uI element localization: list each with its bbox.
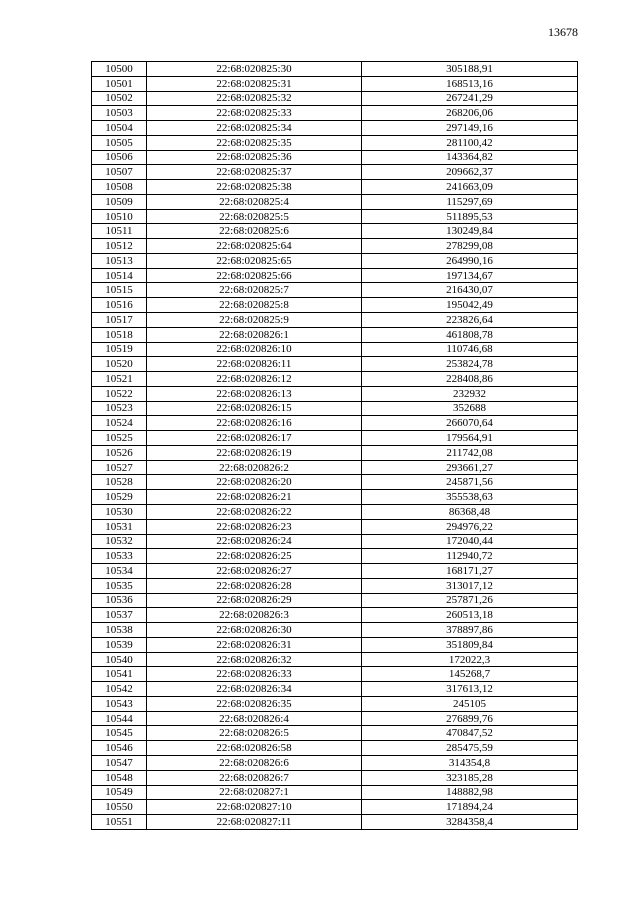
value-cell: 278299,08 xyxy=(362,239,578,254)
cadastral-number-cell: 22:68:020826:22 xyxy=(147,504,362,519)
value-cell: 461808,78 xyxy=(362,327,578,342)
table-row xyxy=(92,696,578,711)
row-number-cell: 10535 xyxy=(92,578,147,593)
cadastral-number-cell: 22:68:020825:6 xyxy=(147,224,362,239)
value-cell: 115297,69 xyxy=(362,194,578,209)
row-number-cell: 10524 xyxy=(92,416,147,431)
table-row xyxy=(92,475,578,490)
row-number-cell: 10517 xyxy=(92,313,147,328)
table-row xyxy=(92,209,578,224)
cadastral-number-cell: 22:68:020826:11 xyxy=(147,357,362,372)
value-cell: 171894,24 xyxy=(362,800,578,815)
cadastral-number-cell: 22:68:020826:12 xyxy=(147,372,362,387)
table-row xyxy=(92,372,578,387)
value-cell: 378897,86 xyxy=(362,623,578,638)
row-number-cell: 10500 xyxy=(92,62,147,77)
value-cell: 281100,42 xyxy=(362,135,578,150)
row-number-cell: 10510 xyxy=(92,209,147,224)
row-number-cell: 10529 xyxy=(92,490,147,505)
row-number-cell: 10551 xyxy=(92,815,147,830)
row-number-cell: 10515 xyxy=(92,283,147,298)
row-number-cell: 10538 xyxy=(92,623,147,638)
cadastral-number-cell: 22:68:020826:16 xyxy=(147,416,362,431)
row-number-cell: 10542 xyxy=(92,682,147,697)
value-cell: 223826,64 xyxy=(362,313,578,328)
row-number-cell: 10541 xyxy=(92,667,147,682)
cadastral-number-cell: 22:68:020826:3 xyxy=(147,608,362,623)
row-number-cell: 10544 xyxy=(92,711,147,726)
cadastral-number-cell: 22:68:020826:19 xyxy=(147,445,362,460)
table-row xyxy=(92,342,578,357)
value-cell: 260513,18 xyxy=(362,608,578,623)
row-number-cell: 10509 xyxy=(92,194,147,209)
row-number-cell: 10521 xyxy=(92,372,147,387)
table-row xyxy=(92,268,578,283)
table-row xyxy=(92,726,578,741)
value-cell: 232932 xyxy=(362,386,578,401)
cadastral-number-cell: 22:68:020826:34 xyxy=(147,682,362,697)
table-row xyxy=(92,313,578,328)
table-row xyxy=(92,91,578,106)
row-number-cell: 10546 xyxy=(92,741,147,756)
value-cell: 355538,63 xyxy=(362,490,578,505)
row-number-cell: 10527 xyxy=(92,460,147,475)
table-row xyxy=(92,504,578,519)
value-cell: 211742,08 xyxy=(362,445,578,460)
table-row xyxy=(92,386,578,401)
value-cell: 195042,49 xyxy=(362,298,578,313)
page-number: 13678 xyxy=(548,25,578,39)
cadastral-number-cell: 22:68:020825:4 xyxy=(147,194,362,209)
cadastral-number-cell: 22:68:020825:30 xyxy=(147,62,362,77)
table-row xyxy=(92,564,578,579)
value-cell: 293661,27 xyxy=(362,460,578,475)
value-cell: 228408,86 xyxy=(362,372,578,387)
cadastral-number-cell: 22:68:020827:1 xyxy=(147,785,362,800)
value-cell: 351809,84 xyxy=(362,637,578,652)
cadastral-number-cell: 22:68:020826:17 xyxy=(147,431,362,446)
value-cell: 285475,59 xyxy=(362,741,578,756)
table-row xyxy=(92,62,578,77)
cadastral-number-cell: 22:68:020826:32 xyxy=(147,652,362,667)
table-row xyxy=(92,445,578,460)
cadastral-number-cell: 22:68:020825:32 xyxy=(147,91,362,106)
row-number-cell: 10519 xyxy=(92,342,147,357)
row-number-cell: 10508 xyxy=(92,180,147,195)
row-number-cell: 10511 xyxy=(92,224,147,239)
table-row xyxy=(92,800,578,815)
cadastral-number-cell: 22:68:020826:2 xyxy=(147,460,362,475)
row-number-cell: 10530 xyxy=(92,504,147,519)
value-cell: 314354,8 xyxy=(362,755,578,770)
cadastral-number-cell: 22:68:020826:20 xyxy=(147,475,362,490)
cadastral-number-cell: 22:68:020825:38 xyxy=(147,180,362,195)
table-row xyxy=(92,785,578,800)
row-number-cell: 10501 xyxy=(92,76,147,91)
cadastral-number-cell: 22:68:020826:25 xyxy=(147,549,362,564)
value-cell: 294976,22 xyxy=(362,519,578,534)
row-number-cell: 10514 xyxy=(92,268,147,283)
row-number-cell: 10513 xyxy=(92,253,147,268)
table-row xyxy=(92,239,578,254)
table-row xyxy=(92,534,578,549)
row-number-cell: 10520 xyxy=(92,357,147,372)
value-cell: 264990,16 xyxy=(362,253,578,268)
table-row xyxy=(92,667,578,682)
cadastral-number-cell: 22:68:020825:7 xyxy=(147,283,362,298)
value-cell: 209662,37 xyxy=(362,165,578,180)
row-number-cell: 10548 xyxy=(92,770,147,785)
table-row xyxy=(92,637,578,652)
value-cell: 297149,16 xyxy=(362,121,578,136)
value-cell: 86368,48 xyxy=(362,504,578,519)
value-cell: 305188,91 xyxy=(362,62,578,77)
table-row xyxy=(92,490,578,505)
table-row xyxy=(92,578,578,593)
cadastral-number-cell: 22:68:020825:37 xyxy=(147,165,362,180)
value-cell: 130249,84 xyxy=(362,224,578,239)
cadastral-number-cell: 22:68:020826:23 xyxy=(147,519,362,534)
cadastral-number-cell: 22:68:020826:30 xyxy=(147,623,362,638)
table-row xyxy=(92,298,578,313)
cadastral-number-cell: 22:68:020825:8 xyxy=(147,298,362,313)
value-cell: 276899,76 xyxy=(362,711,578,726)
cadastral-number-cell: 22:68:020826:29 xyxy=(147,593,362,608)
cadastral-number-cell: 22:68:020826:24 xyxy=(147,534,362,549)
value-cell: 145268,7 xyxy=(362,667,578,682)
value-cell: 3284358,4 xyxy=(362,815,578,830)
table-row xyxy=(92,106,578,121)
cadastral-number-cell: 22:68:020825:33 xyxy=(147,106,362,121)
cadastral-number-cell: 22:68:020825:66 xyxy=(147,268,362,283)
cadastral-number-cell: 22:68:020826:6 xyxy=(147,755,362,770)
row-number-cell: 10503 xyxy=(92,106,147,121)
row-number-cell: 10536 xyxy=(92,593,147,608)
cadastral-number-cell: 22:68:020826:4 xyxy=(147,711,362,726)
value-cell: 257871,26 xyxy=(362,593,578,608)
cadastral-value-table xyxy=(91,61,578,830)
table-row xyxy=(92,608,578,623)
value-cell: 179564,91 xyxy=(362,431,578,446)
table-row xyxy=(92,76,578,91)
table-row xyxy=(92,357,578,372)
row-number-cell: 10539 xyxy=(92,637,147,652)
cadastral-number-cell: 22:68:020826:33 xyxy=(147,667,362,682)
value-cell: 168171,27 xyxy=(362,564,578,579)
row-number-cell: 10550 xyxy=(92,800,147,815)
table-row xyxy=(92,165,578,180)
row-number-cell: 10547 xyxy=(92,755,147,770)
cadastral-number-cell: 22:68:020825:65 xyxy=(147,253,362,268)
table-row xyxy=(92,652,578,667)
row-number-cell: 10545 xyxy=(92,726,147,741)
value-cell: 168513,16 xyxy=(362,76,578,91)
table-row xyxy=(92,741,578,756)
value-cell: 148882,98 xyxy=(362,785,578,800)
value-cell: 317613,12 xyxy=(362,682,578,697)
row-number-cell: 10504 xyxy=(92,121,147,136)
table-row xyxy=(92,755,578,770)
cadastral-number-cell: 22:68:020826:35 xyxy=(147,696,362,711)
row-number-cell: 10528 xyxy=(92,475,147,490)
row-number-cell: 10549 xyxy=(92,785,147,800)
cadastral-number-cell: 22:68:020825:5 xyxy=(147,209,362,224)
row-number-cell: 10543 xyxy=(92,696,147,711)
cadastral-number-cell: 22:68:020826:21 xyxy=(147,490,362,505)
row-number-cell: 10502 xyxy=(92,91,147,106)
table-row xyxy=(92,519,578,534)
value-cell: 313017,12 xyxy=(362,578,578,593)
table-row xyxy=(92,549,578,564)
value-cell: 110746,68 xyxy=(362,342,578,357)
row-number-cell: 10522 xyxy=(92,386,147,401)
cadastral-number-cell: 22:68:020827:11 xyxy=(147,815,362,830)
table-row xyxy=(92,682,578,697)
row-number-cell: 10533 xyxy=(92,549,147,564)
cadastral-number-cell: 22:68:020826:27 xyxy=(147,564,362,579)
row-number-cell: 10523 xyxy=(92,401,147,416)
table-row xyxy=(92,460,578,475)
cadastral-number-cell: 22:68:020826:13 xyxy=(147,386,362,401)
value-cell: 253824,78 xyxy=(362,357,578,372)
table-row xyxy=(92,121,578,136)
value-cell: 511895,53 xyxy=(362,209,578,224)
row-number-cell: 10526 xyxy=(92,445,147,460)
value-cell: 172040,44 xyxy=(362,534,578,549)
table-row xyxy=(92,180,578,195)
cadastral-number-cell: 22:68:020826:1 xyxy=(147,327,362,342)
table-row xyxy=(92,401,578,416)
table-row xyxy=(92,416,578,431)
table-row xyxy=(92,770,578,785)
cadastral-number-cell: 22:68:020825:31 xyxy=(147,76,362,91)
row-number-cell: 10537 xyxy=(92,608,147,623)
table-row xyxy=(92,283,578,298)
cadastral-number-cell: 22:68:020826:28 xyxy=(147,578,362,593)
row-number-cell: 10516 xyxy=(92,298,147,313)
row-number-cell: 10540 xyxy=(92,652,147,667)
cadastral-number-cell: 22:68:020825:36 xyxy=(147,150,362,165)
table-row xyxy=(92,150,578,165)
table-row xyxy=(92,253,578,268)
row-number-cell: 10518 xyxy=(92,327,147,342)
table-row xyxy=(92,623,578,638)
cadastral-number-cell: 22:68:020826:10 xyxy=(147,342,362,357)
table-row xyxy=(92,194,578,209)
value-cell: 241663,09 xyxy=(362,180,578,195)
cadastral-number-cell: 22:68:020825:9 xyxy=(147,313,362,328)
value-cell: 245105 xyxy=(362,696,578,711)
row-number-cell: 10534 xyxy=(92,564,147,579)
value-cell: 268206,06 xyxy=(362,106,578,121)
value-cell: 143364,82 xyxy=(362,150,578,165)
cadastral-number-cell: 22:68:020825:35 xyxy=(147,135,362,150)
value-cell: 323185,28 xyxy=(362,770,578,785)
value-cell: 112940,72 xyxy=(362,549,578,564)
cadastral-number-cell: 22:68:020825:34 xyxy=(147,121,362,136)
value-cell: 352688 xyxy=(362,401,578,416)
value-cell: 266070,64 xyxy=(362,416,578,431)
table-row xyxy=(92,711,578,726)
value-cell: 245871,56 xyxy=(362,475,578,490)
cadastral-number-cell: 22:68:020826:58 xyxy=(147,741,362,756)
table-row xyxy=(92,593,578,608)
table-row xyxy=(92,327,578,342)
row-number-cell: 10531 xyxy=(92,519,147,534)
value-cell: 470847,52 xyxy=(362,726,578,741)
row-number-cell: 10505 xyxy=(92,135,147,150)
row-number-cell: 10532 xyxy=(92,534,147,549)
value-cell: 216430,07 xyxy=(362,283,578,298)
row-number-cell: 10506 xyxy=(92,150,147,165)
table-row xyxy=(92,815,578,830)
table-row xyxy=(92,135,578,150)
value-cell: 267241,29 xyxy=(362,91,578,106)
value-cell: 172022,3 xyxy=(362,652,578,667)
cadastral-number-cell: 22:68:020826:7 xyxy=(147,770,362,785)
table-body xyxy=(92,62,578,830)
cadastral-number-cell: 22:68:020826:31 xyxy=(147,637,362,652)
cadastral-number-cell: 22:68:020827:10 xyxy=(147,800,362,815)
row-number-cell: 10512 xyxy=(92,239,147,254)
table-row xyxy=(92,431,578,446)
value-cell: 197134,67 xyxy=(362,268,578,283)
cadastral-number-cell: 22:68:020826:15 xyxy=(147,401,362,416)
row-number-cell: 10507 xyxy=(92,165,147,180)
cadastral-number-cell: 22:68:020825:64 xyxy=(147,239,362,254)
cadastral-number-cell: 22:68:020826:5 xyxy=(147,726,362,741)
table-row xyxy=(92,224,578,239)
row-number-cell: 10525 xyxy=(92,431,147,446)
